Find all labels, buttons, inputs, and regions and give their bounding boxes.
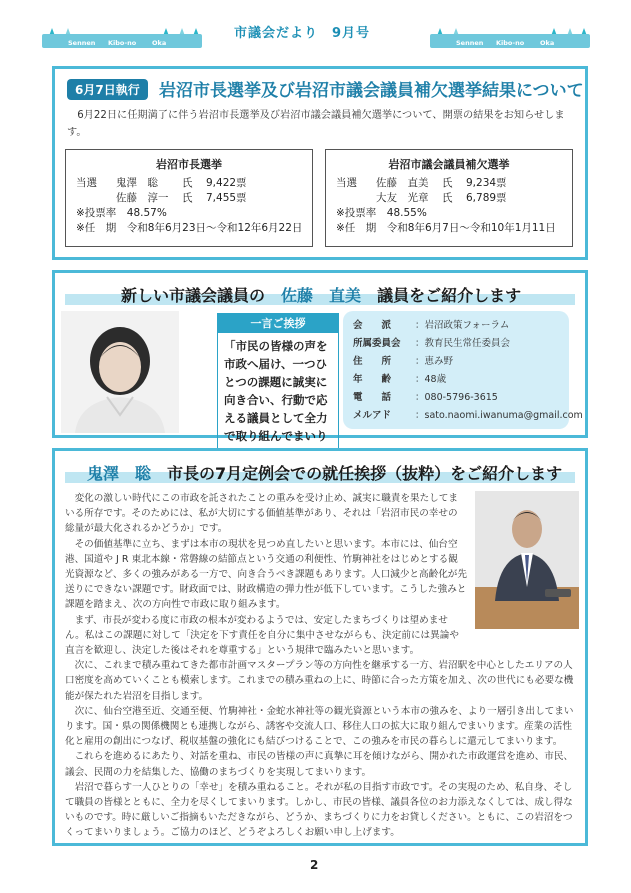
ribbon-word: Sennen bbox=[68, 39, 96, 47]
profile-row-faction bbox=[353, 317, 559, 335]
speech-paragraph: これらを進めるにあたり、対話を重ね、市民の皆様の声に真摯に耳を傾けながら、開かれた市政運営を進め、市民、議会、民間の力を結集した、協働のまちづくりを実現してまいります。 bbox=[65, 751, 574, 778]
candidate-suffix: 氏 bbox=[442, 192, 453, 204]
title-prefix: 新しい市議会議員の bbox=[121, 286, 266, 305]
profile-row-address bbox=[353, 353, 559, 371]
ribbon-word: Kibo-no bbox=[496, 39, 525, 47]
profile-key: 電 話 bbox=[353, 392, 392, 403]
candidate-row bbox=[66, 191, 312, 206]
profile-row-committee bbox=[353, 335, 559, 353]
ribbon-word: Oka bbox=[152, 39, 167, 47]
header-decoration-left bbox=[42, 12, 202, 52]
profile-value: ：恵み野 bbox=[415, 356, 454, 367]
candidate-suffix: 氏 bbox=[182, 177, 193, 189]
speech-paragraph: 次に、仙台空港至近、交通至便、竹駒神社・金蛇水神社等の観光資源という本市の強みを、より一層引き出してまいります。国・県の関係機関とも連携しながら、誘客や交流人口、移住人口の拡大に取り組んでまいります。産業の活性化と雇用の創出につなげ、税収基盤の強化にも結びつけることで、この強みを市民の暮らしに還元してまいります。 bbox=[65, 705, 574, 748]
new-member-section bbox=[52, 270, 588, 443]
profile-value: ：教育民生常任委員会 bbox=[415, 338, 511, 349]
term-text: ※任 期 令和8年6月23日〜令和12年6月22日 bbox=[76, 222, 303, 234]
profile-key: 所属委員会 bbox=[353, 338, 401, 349]
turnout-text: ※投票率 48.55% bbox=[336, 207, 427, 219]
election-intro: 6月22日に任期満了に伴う岩沼市長選挙及び岩沼市議会議員補欠選挙について、開票の結果をお知らせします。 bbox=[67, 110, 565, 138]
greeting-text: 「市民の皆様の声を市政へ届け、一つひとつの課題に誠実に向き合い、行動で応える議員として全力で取り組んでまいり bbox=[217, 333, 339, 468]
election-section-title: 岩沼市長選挙及び岩沼市議会議員補欠選挙結果について bbox=[159, 81, 584, 101]
newsletter-header bbox=[42, 12, 590, 52]
candidate-votes: 9,422票 bbox=[206, 177, 247, 189]
member-name: 佐藤 直美 bbox=[281, 286, 362, 305]
term-text: ※任 期 令和8年6月7日〜令和10年1月11日 bbox=[336, 222, 556, 234]
profile-row-phone bbox=[353, 389, 559, 407]
profile-value: ：sato.naomi.iwanuma@gmail.com bbox=[415, 410, 583, 421]
mayor-name: 鬼澤 聡 bbox=[87, 464, 152, 483]
mayor-speech-heading bbox=[65, 459, 575, 485]
speech-paragraph: 岩沼で暮らす一人ひとりの「幸せ」を積み重ねること。それが私の目指す市政です。その実現のため、私自身、そして職員の皆様とともに、全力を尽くしてまいります。しかし、市民の皆様、議員各位のお力添えなくしては、成し得ないものです。時に厳しいご指摘もいただきながら、どうか、まちづくりに力をお貸しください。ともに、この岩沼をつくってまいりましょう。ご協力のほど、どうぞよろしくお願い申し上げます。 bbox=[65, 781, 573, 839]
page-number: 2 bbox=[310, 858, 319, 872]
candidate-suffix: 氏 bbox=[182, 192, 193, 204]
profile-value: ：岩沼政策フォーラム bbox=[415, 320, 510, 331]
mayor-speech-section bbox=[52, 448, 588, 846]
mayor-election-heading: 岩沼市長選挙 bbox=[156, 158, 222, 171]
mayor-photo bbox=[475, 491, 579, 629]
ribbon-word: Oka bbox=[540, 39, 555, 47]
speech-paragraph: その価値基準に立ち、まずは本市の現状を見つめ直したいと思います。本市には、仙台空港、国道や J R 東北本線・常磐線の結節点という交通の利便性、竹駒神社をはじめとする観光資源など、多くの強みがある一方で、向き合うべき課題もあります。人口減少と高齢化が先送りにできない課題です。財政面では、財政構造の弾力性が低下しています。こうした強みと課題を踏まえ、次の方向性で市政に取り組みます。 bbox=[65, 538, 467, 611]
candidate-row bbox=[326, 176, 572, 191]
profile-key: 住 所 bbox=[353, 356, 392, 367]
election-results-section bbox=[52, 66, 588, 260]
speech-title-text: 市長の7月定例会での就任挨拶（抜粋）をご紹介します bbox=[167, 464, 563, 483]
election-date-tag: 6月7日執行 bbox=[67, 79, 148, 100]
candidate-name: 鬼澤 聡 bbox=[116, 177, 158, 189]
header-decoration-right bbox=[430, 12, 590, 52]
speech-paragraph: まず、市長が変わる度に市政の根本が変わるようでは、安定したまちづくりは望めません。私はこの課題に対して「決定を下す責任を自分に集中させながらも、決定前には異論や直言を歓迎し、決定した後はそれを尊重する」という規律で臨みたいと思います。 bbox=[65, 614, 459, 657]
member-profile bbox=[343, 311, 583, 429]
profile-row-age bbox=[353, 371, 559, 389]
profile-key: メルアド bbox=[353, 410, 392, 421]
ribbon-word: Kibo-no bbox=[108, 39, 137, 47]
mayor-election-result bbox=[65, 149, 313, 247]
profile-row-email bbox=[353, 407, 583, 425]
speech-paragraph: 次に、これまで積み重ねてきた都市計画マスタープラン等の方向性を継承する一方、岩沼駅を中心としたエリアの人口密度を高めていくことも模索します。これまでの積み重ねの上に、時節に合った方策を加え、次の世代にも必要な機能が保たれた岩沼を目指します。 bbox=[65, 660, 574, 702]
profile-value: ：48歳 bbox=[415, 374, 447, 385]
speech-paragraph: 変化の激しい時代にこの市政を託されたことの重みを受け止め、誠実に職責を果たしてまいる所存です。そのためには、私が大切にする価値基準があり、それは「岩沼市民の幸せの総量が最大化されるかどうか」です。 bbox=[65, 493, 458, 535]
greeting-label: 一言ご挨拶 bbox=[217, 313, 339, 333]
title-suffix: 議員をご紹介します bbox=[377, 286, 522, 305]
newsletter-title: 市議会だより 9月号 bbox=[234, 26, 371, 41]
candidate-name: 大友 光章 bbox=[376, 192, 429, 204]
profile-value: ：080-5796-3615 bbox=[415, 392, 498, 403]
candidate-votes: 6,789票 bbox=[466, 192, 507, 204]
candidate-row bbox=[66, 176, 312, 191]
candidate-status: 当選 bbox=[336, 177, 357, 189]
profile-key: 年 齢 bbox=[353, 374, 392, 385]
greeting-block bbox=[217, 313, 339, 468]
member-portrait bbox=[61, 311, 179, 433]
candidate-name: 佐藤 直美 bbox=[376, 177, 429, 189]
council-election-heading: 岩沼市議会議員補欠選挙 bbox=[388, 158, 510, 171]
candidate-suffix: 氏 bbox=[442, 177, 453, 189]
candidate-votes: 9,234票 bbox=[466, 177, 507, 189]
new-member-heading bbox=[65, 281, 575, 307]
new-member-title bbox=[121, 283, 521, 306]
candidate-status: 当選 bbox=[76, 177, 97, 189]
ribbon-word: Sennen bbox=[456, 39, 484, 47]
mayor-speech-title bbox=[87, 461, 562, 484]
candidate-name: 佐藤 淳一 bbox=[116, 192, 169, 204]
candidate-votes: 7,455票 bbox=[206, 192, 247, 204]
profile-key: 会 派 bbox=[353, 320, 392, 331]
turnout-text: ※投票率 48.57% bbox=[76, 207, 167, 219]
speech-body bbox=[65, 491, 579, 841]
candidate-row bbox=[326, 191, 572, 206]
council-election-result bbox=[325, 149, 573, 247]
